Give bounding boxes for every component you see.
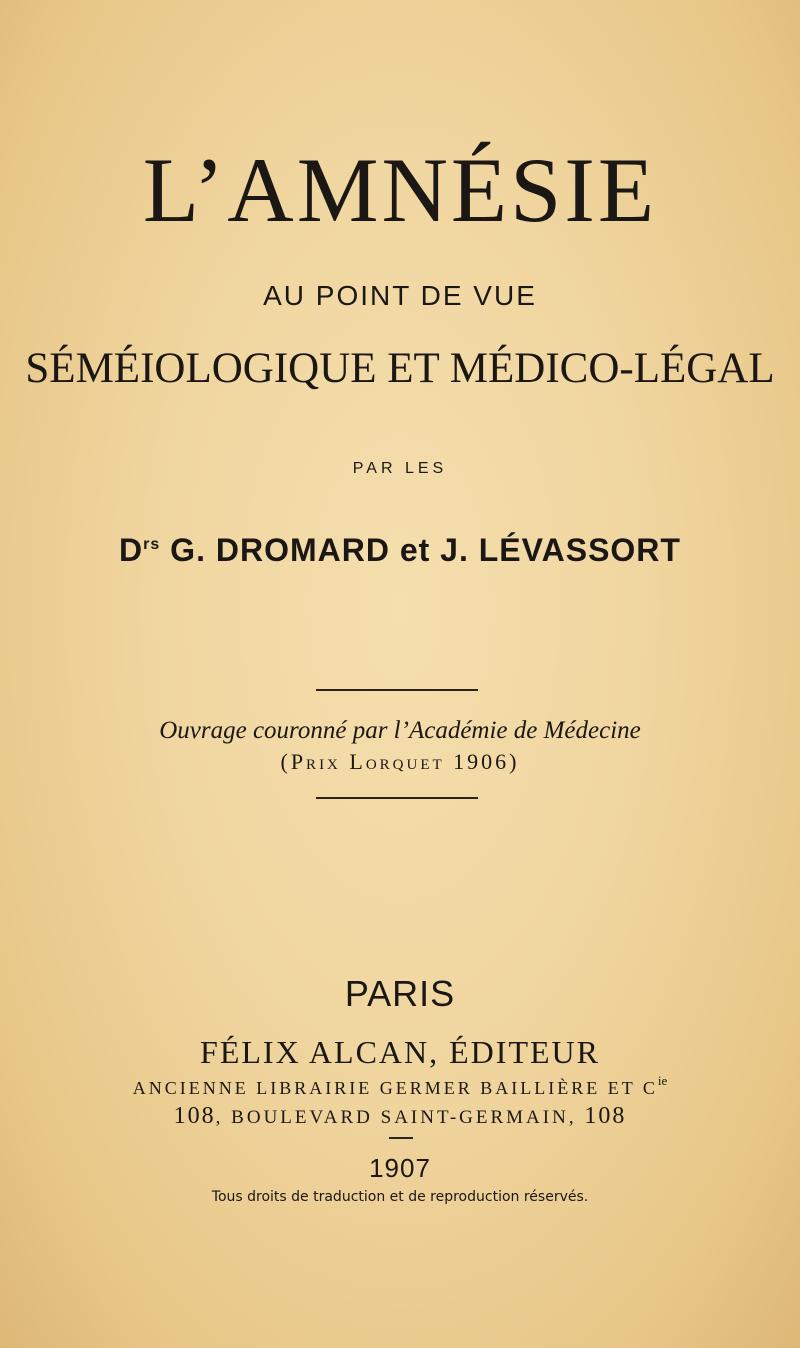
- author-names: G. DROMARD et J. LÉVASSORT: [160, 532, 681, 568]
- imprint-city: PARIS: [344, 973, 456, 1014]
- authors: [0, 531, 800, 569]
- publishing-house: [0, 1073, 800, 1100]
- publication-year: 1907: [369, 1153, 431, 1183]
- rights-notice: Tous droits de traduction et de reproduction réservés.: [211, 1189, 589, 1205]
- year-divider: [389, 1137, 413, 1139]
- subtitle-line-1: AU POINT DE VUE: [263, 280, 537, 311]
- address-street: , BOULEVARD SAINT-GERMAIN,: [215, 1107, 585, 1128]
- authors-prefix-superscript: rs: [143, 536, 161, 553]
- address-number-end: 108: [584, 1103, 627, 1129]
- by-line: PAR LES: [352, 460, 448, 477]
- address-number-start: 108: [173, 1103, 216, 1129]
- publishing-house-superscript: ie: [657, 1073, 668, 1088]
- publisher-address: [0, 1103, 800, 1131]
- book-title: L’AMNÉSIE: [142, 139, 658, 241]
- publisher-name: FÉLIX ALCAN, ÉDITEUR: [200, 1034, 600, 1070]
- publishing-house-name: ANCIENNE LIBRAIRIE GERMER BAILLIÈRE ET C: [132, 1078, 658, 1098]
- bottom-divider: [316, 797, 478, 799]
- prize-name: (Prix Lorquet 1906): [280, 749, 520, 774]
- top-divider: [316, 689, 478, 691]
- award-statement: Ouvrage couronné par l’Académie de Médecine: [159, 717, 641, 744]
- subtitle-line-2: SÉMÉIOLOGIQUE ET MÉDICO-LÉGAL: [25, 345, 775, 392]
- authors-prefix: D: [119, 532, 144, 568]
